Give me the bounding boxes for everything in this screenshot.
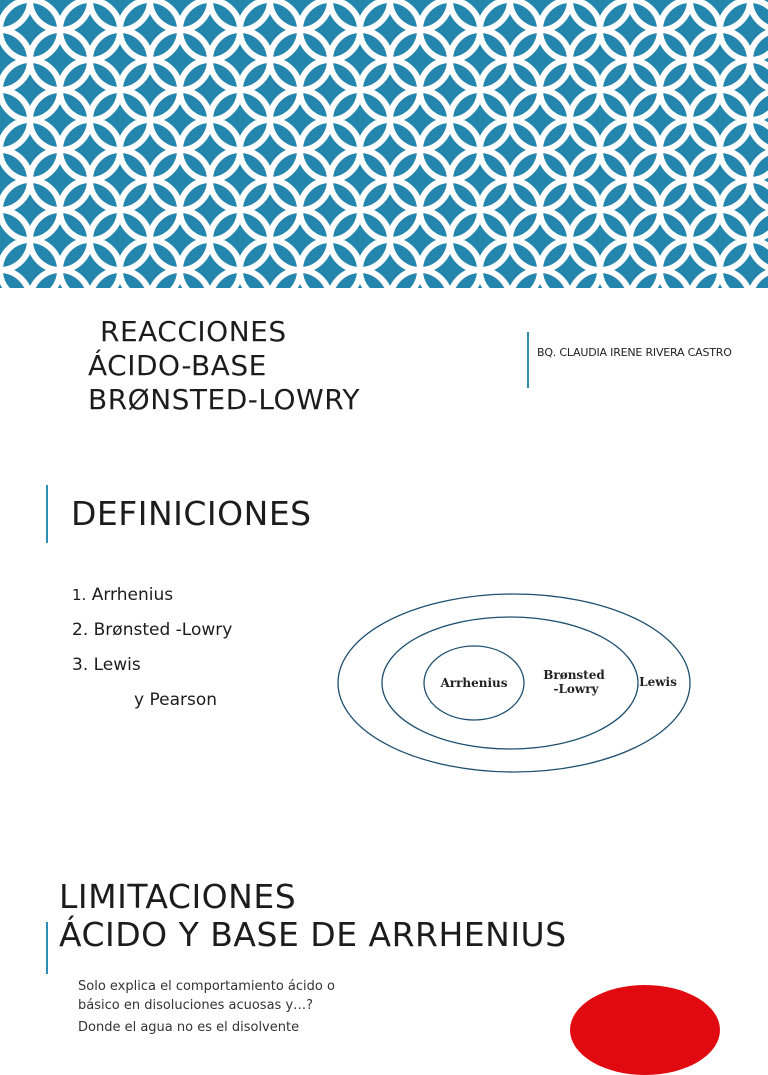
slide-title <box>88 315 508 417</box>
limitations-title-line-1: LIMITACIONES <box>59 877 297 916</box>
lewis-ellipse <box>338 594 690 772</box>
arrhenius-label: Arrhenius <box>440 676 508 690</box>
bronsted-label-line2: -Lowry <box>553 682 599 696</box>
definitions-accent-bar <box>46 485 48 543</box>
title-line-1: REACCIONES <box>100 315 287 348</box>
limitations-title <box>59 878 567 954</box>
decorative-pattern-banner <box>0 0 768 288</box>
list-item-number: 1. <box>72 586 87 604</box>
red-decorative-shape <box>570 985 720 1075</box>
list-item <box>72 578 232 613</box>
limitations-accent-bar <box>46 922 48 974</box>
title-line-2: ÁCIDO-BASE <box>88 349 267 382</box>
list-item-number: 3. <box>72 655 89 675</box>
definitions-title: DEFINICIONES <box>71 494 312 533</box>
limitations-title-line-2: ÁCIDO Y BASE DE ARRHENIUS <box>59 915 567 954</box>
list-item <box>72 648 232 683</box>
list-item-label: Lewis <box>88 655 141 675</box>
limitations-body: Solo explica el comportamiento ácido o básico en disoluciones acuosas y…? <box>78 979 335 1013</box>
list-item-label: Brønsted -Lowry <box>88 620 233 640</box>
author-name: BQ. CLAUDIA IRENE RIVERA CASTRO <box>537 346 732 359</box>
bronsted-ellipse <box>382 617 638 749</box>
nested-definitions-diagram <box>336 590 696 780</box>
list-item-number: 2. <box>72 620 89 640</box>
list-item-label: Arrhenius <box>86 585 174 605</box>
bronsted-label-line1: Brønsted <box>543 668 605 682</box>
lewis-label: Lewis <box>639 675 677 689</box>
definitions-list <box>72 578 232 718</box>
author-divider <box>527 332 529 388</box>
limitations-body-cutoff: Donde el agua no es el disolvente <box>78 1020 300 1035</box>
list-item-extra: y Pearson <box>134 690 218 710</box>
quatrefoil-pattern <box>0 0 768 288</box>
title-line-3: BRØNSTED-LOWRY <box>88 383 360 416</box>
list-item <box>72 613 232 648</box>
